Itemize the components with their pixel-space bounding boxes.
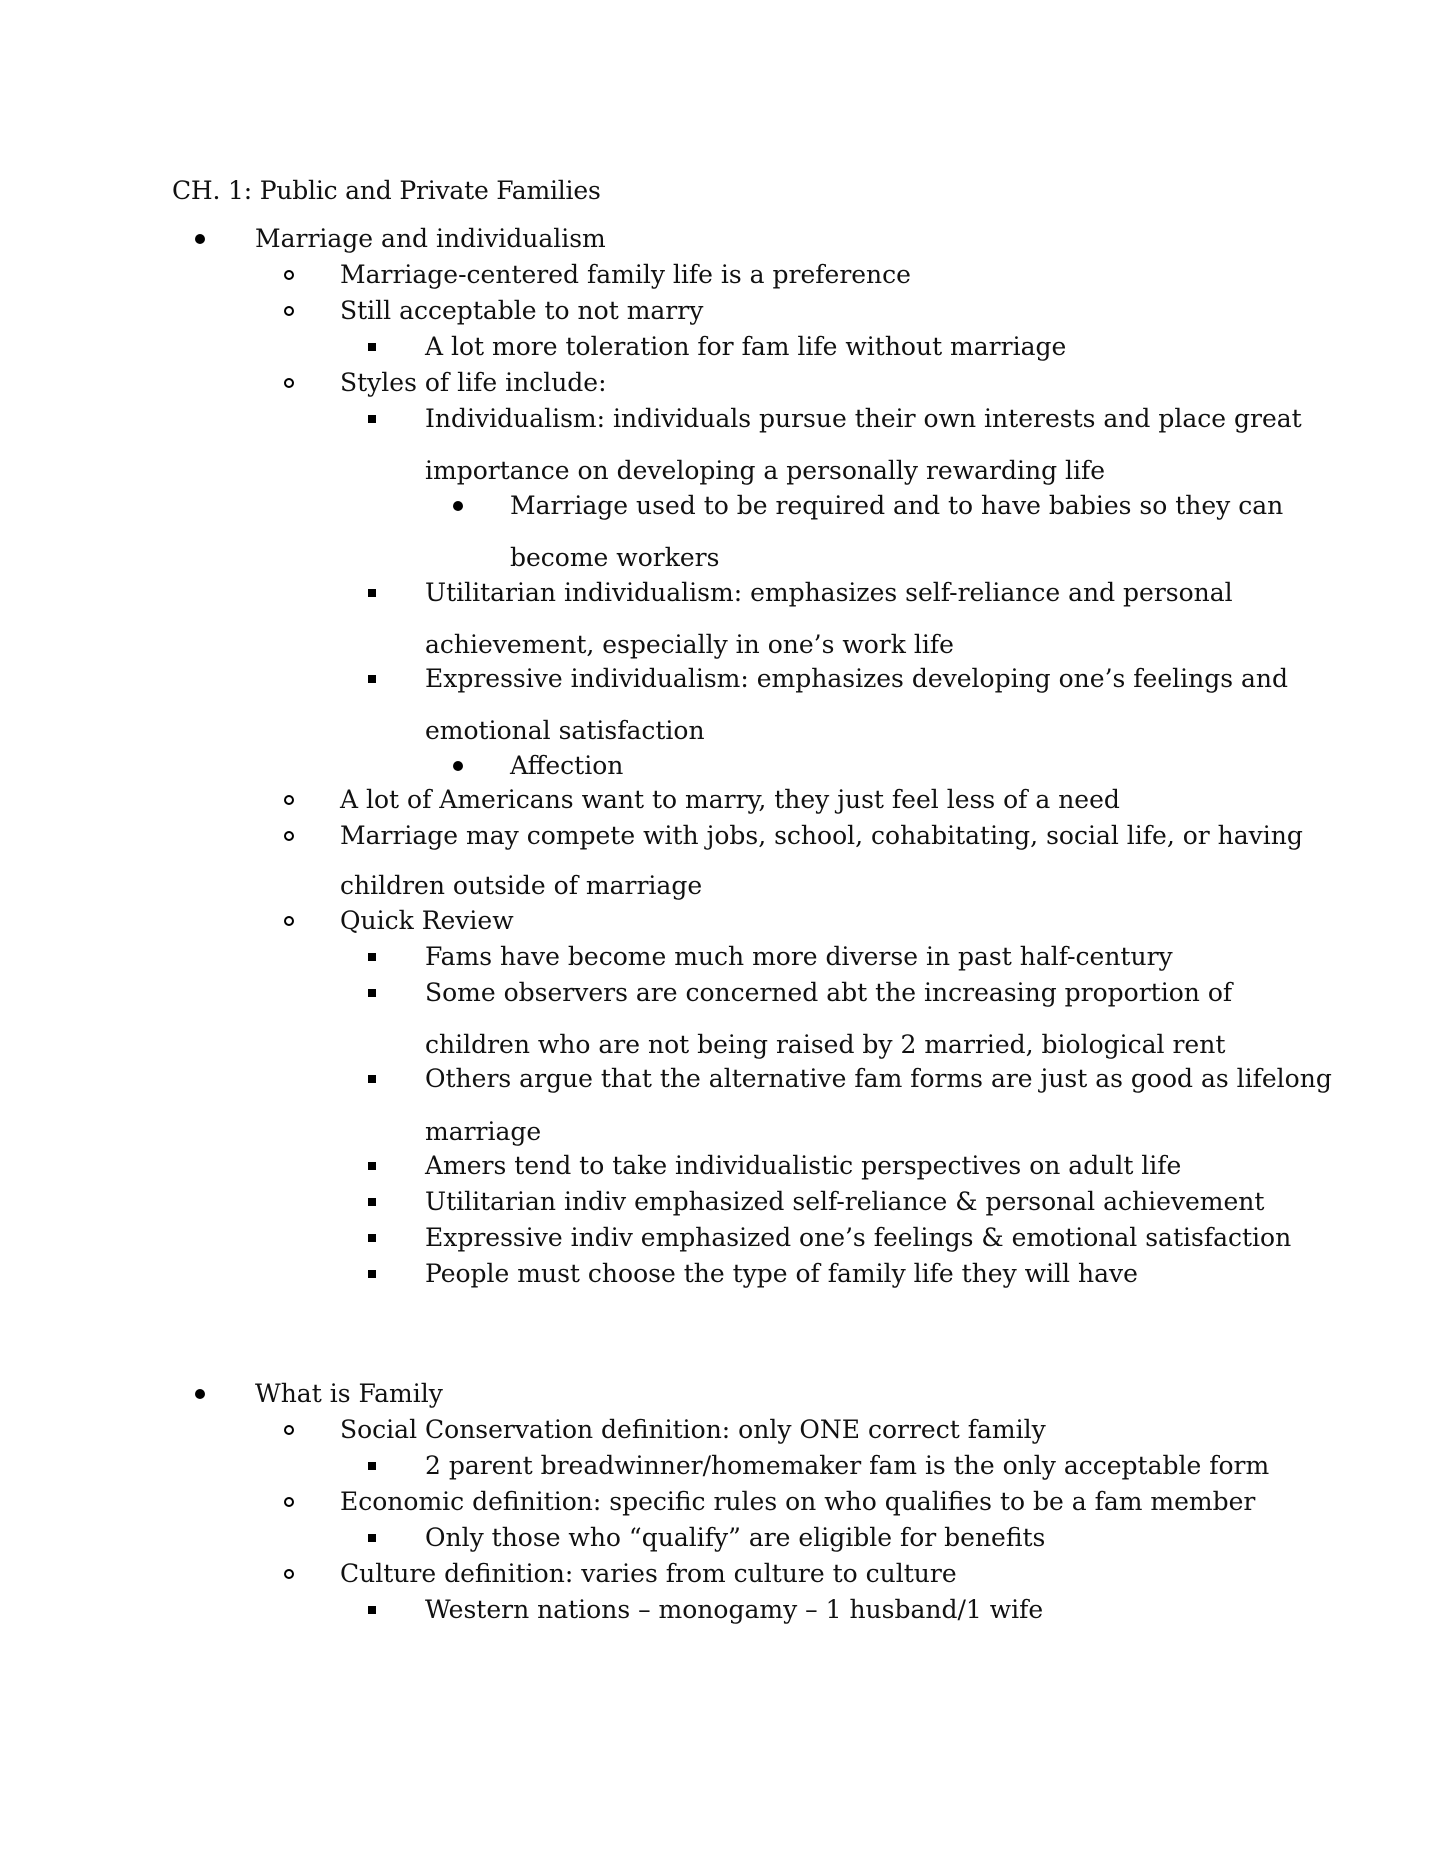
list-item-text: Quick Review bbox=[340, 906, 514, 935]
list-item-text: Economic definition: specific rules on who qualifies to be a fam member bbox=[340, 1487, 1256, 1516]
list-item-text: Utilitarian indiv emphasized self-reliance & personal achievement bbox=[425, 1187, 1265, 1216]
list-item-text: A lot of Americans want to marry, they just feel less of a need bbox=[340, 785, 1120, 814]
square-bullet-icon bbox=[354, 1061, 390, 1097]
list-item-text: Western nations – monogamy – 1 husband/1 wife bbox=[425, 1595, 1044, 1624]
circle-bullet-icon bbox=[271, 1556, 307, 1592]
square-bullet-icon bbox=[354, 1256, 390, 1292]
circle-bullet-icon bbox=[271, 1484, 307, 1520]
list-item-text: Only those who “qualify” are eligible for benefits bbox=[425, 1523, 1046, 1552]
list-item-text: Some observers are concerned abt the increasing proportion of bbox=[425, 978, 1233, 1007]
disc-bullet-icon bbox=[182, 221, 218, 257]
disc-bullet-icon bbox=[182, 1376, 218, 1412]
page-title: CH. 1: Public and Private Families bbox=[172, 176, 601, 205]
square-bullet-icon bbox=[354, 575, 390, 611]
list-item-continuation: importance on developing a personally rewarding life bbox=[425, 456, 1106, 485]
disc-bullet-icon bbox=[440, 748, 476, 784]
list-item-text: Expressive individualism: emphasizes developing one’s feelings and bbox=[425, 664, 1289, 693]
square-bullet-icon bbox=[354, 401, 390, 437]
list-item-text: Marriage may compete with jobs, school, cohabitating, social life, or having bbox=[340, 821, 1303, 850]
list-item-text: Marriage-centered family life is a preference bbox=[340, 260, 911, 289]
square-bullet-icon bbox=[354, 329, 390, 365]
list-item-continuation: children outside of marriage bbox=[340, 871, 703, 900]
circle-bullet-icon bbox=[271, 818, 307, 854]
square-bullet-icon bbox=[354, 1592, 390, 1628]
list-item-text: Styles of life include: bbox=[340, 368, 607, 397]
square-bullet-icon bbox=[354, 1520, 390, 1556]
circle-bullet-icon bbox=[271, 903, 307, 939]
square-bullet-icon bbox=[354, 1148, 390, 1184]
list-item-text: A lot more toleration for fam life without marriage bbox=[425, 332, 1067, 361]
square-bullet-icon bbox=[354, 1184, 390, 1220]
list-item-text: What is Family bbox=[255, 1379, 443, 1408]
square-bullet-icon bbox=[354, 661, 390, 697]
circle-bullet-icon bbox=[271, 1412, 307, 1448]
list-item-continuation: become workers bbox=[510, 543, 720, 572]
list-item-continuation: emotional satisfaction bbox=[425, 716, 705, 745]
list-item-text: Individualism: individuals pursue their own interests and place great bbox=[425, 404, 1302, 433]
square-bullet-icon bbox=[354, 1220, 390, 1256]
list-item-text: Fams have become much more diverse in past half-century bbox=[425, 942, 1173, 971]
list-item-continuation: marriage bbox=[425, 1117, 542, 1146]
list-item-text: Utilitarian individualism: emphasizes self-reliance and personal bbox=[425, 578, 1233, 607]
circle-bullet-icon bbox=[271, 365, 307, 401]
list-item-text: Culture definition: varies from culture to culture bbox=[340, 1559, 957, 1588]
list-item-text: Amers tend to take individualistic perspectives on adult life bbox=[425, 1151, 1182, 1180]
list-item-text: Others argue that the alternative fam forms are just as good as lifelong bbox=[425, 1064, 1332, 1093]
list-item-text: Expressive indiv emphasized one’s feelings & emotional satisfaction bbox=[425, 1223, 1292, 1252]
list-item-text: Marriage used to be required and to have babies so they can bbox=[510, 491, 1284, 520]
square-bullet-icon bbox=[354, 1448, 390, 1484]
list-item-text: Marriage and individualism bbox=[255, 224, 606, 253]
square-bullet-icon bbox=[354, 939, 390, 975]
disc-bullet-icon bbox=[440, 488, 476, 524]
list-item-continuation: children who are not being raised by 2 married, biological rent bbox=[425, 1030, 1226, 1059]
list-item-text: Still acceptable to not marry bbox=[340, 296, 704, 325]
list-item-text: Affection bbox=[510, 751, 624, 780]
list-item-text: Social Conservation definition: only ONE correct family bbox=[340, 1415, 1046, 1444]
list-item-text: 2 parent breadwinner/homemaker fam is the only acceptable form bbox=[425, 1451, 1270, 1480]
list-item-text: People must choose the type of family life they will have bbox=[425, 1259, 1138, 1288]
circle-bullet-icon bbox=[271, 293, 307, 329]
list-item-continuation: achievement, especially in one’s work life bbox=[425, 630, 954, 659]
circle-bullet-icon bbox=[271, 257, 307, 293]
circle-bullet-icon bbox=[271, 782, 307, 818]
square-bullet-icon bbox=[354, 975, 390, 1011]
